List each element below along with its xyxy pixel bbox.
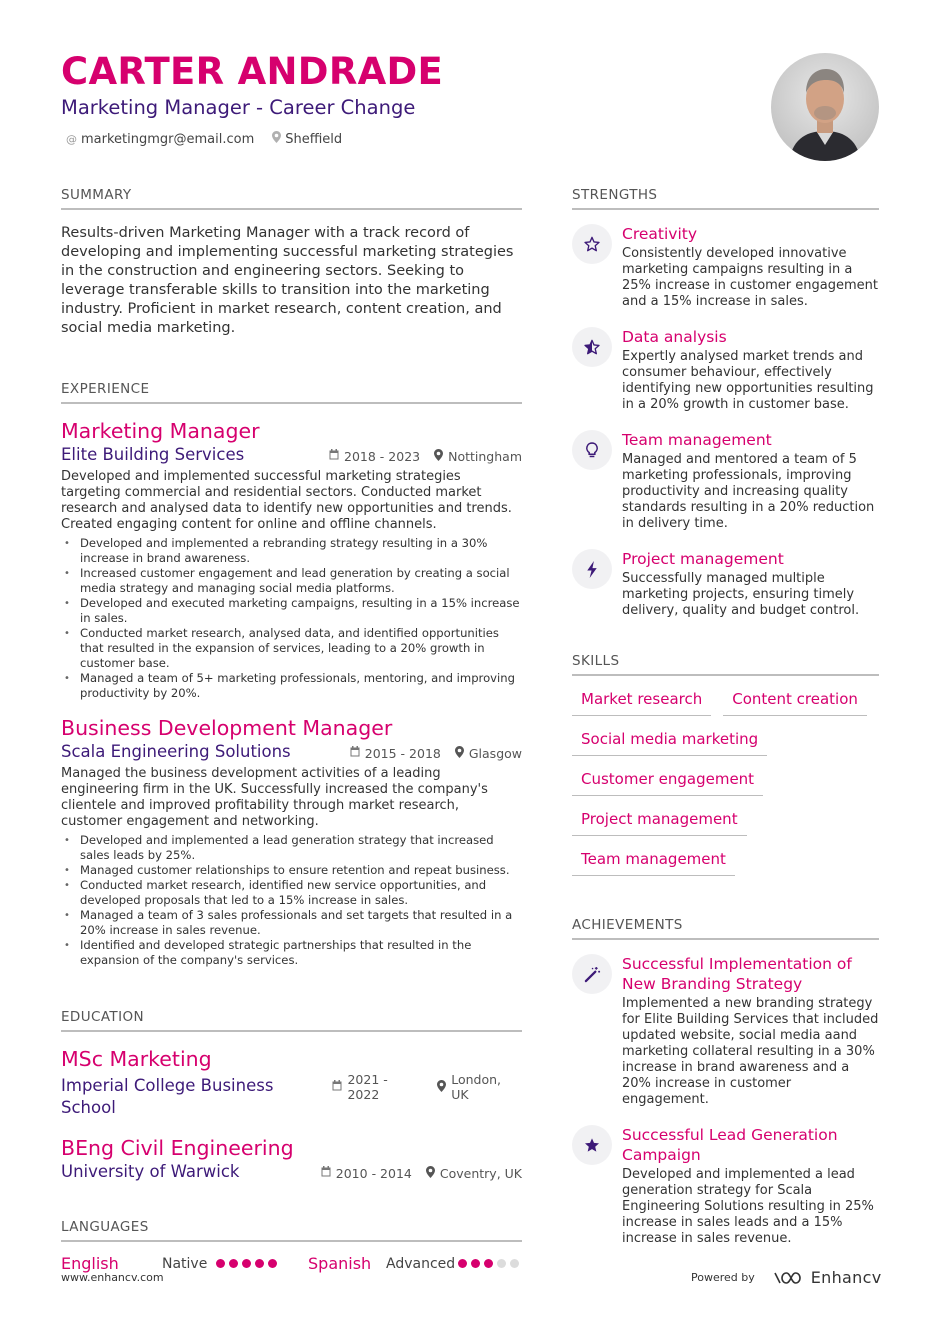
calendar-icon bbox=[350, 746, 360, 760]
strength-item bbox=[572, 327, 879, 413]
achievement-item bbox=[572, 1125, 879, 1247]
calendar-icon bbox=[321, 1166, 331, 1180]
skills-heading: SKILLS bbox=[572, 652, 879, 676]
education-row bbox=[61, 1161, 522, 1183]
skill-tag: Market research bbox=[572, 684, 711, 716]
lightbulb-icon bbox=[572, 430, 612, 470]
job-meta bbox=[350, 746, 522, 761]
company-name: Elite Building Services bbox=[61, 445, 245, 464]
achievement-item bbox=[572, 954, 879, 1108]
skill-tag: Project management bbox=[572, 804, 747, 836]
email-item[interactable] bbox=[66, 131, 254, 149]
job-bullet: • Managed a team of 3 sales professionals and set targets that resulted in a 20% increase in sales revenue. bbox=[61, 908, 522, 938]
strength-title: Team management bbox=[622, 431, 772, 449]
job-bullet: • Managed a team of 5+ marketing professionals, mentoring, and improving productivity by 20%. bbox=[61, 671, 522, 701]
strength-title: Creativity bbox=[622, 225, 698, 243]
at-icon: @ bbox=[66, 133, 77, 146]
rating-dot-filled bbox=[458, 1259, 467, 1268]
job-meta bbox=[329, 449, 522, 464]
achievement-title: Successful Implementation of New Branding Strategy bbox=[622, 955, 852, 993]
experience-item bbox=[61, 715, 522, 968]
language-level: Native bbox=[162, 1255, 208, 1272]
half-star-icon bbox=[572, 327, 612, 367]
rating-dot-filled bbox=[255, 1259, 264, 1268]
contact-info bbox=[66, 131, 342, 149]
job-dates: 2015 - 2018 bbox=[364, 745, 441, 761]
education-item bbox=[61, 1046, 522, 1119]
skill-tag: Customer engagement bbox=[572, 764, 763, 796]
job-title: Business Development Manager bbox=[61, 716, 393, 740]
school-name: Imperial College Business School bbox=[61, 1076, 274, 1117]
language-rating bbox=[458, 1259, 519, 1268]
education-meta bbox=[332, 1072, 522, 1102]
job-bullets bbox=[61, 536, 522, 701]
skill-tag: Content creation bbox=[723, 684, 867, 716]
company-name: Scala Engineering Solutions bbox=[61, 742, 291, 761]
job-bullet: • Increased customer engagement and lead generation by creating a social media strategy and managing social media platforms. bbox=[61, 566, 522, 596]
profile-photo bbox=[771, 53, 879, 161]
strength-item bbox=[572, 549, 879, 619]
strength-item bbox=[572, 224, 879, 310]
education-location: London, UK bbox=[451, 1072, 501, 1102]
left-column bbox=[61, 186, 522, 1273]
location-pin-icon bbox=[437, 1080, 446, 1095]
location-pin-icon bbox=[272, 131, 281, 149]
job-description: Developed and implemented successful marketing strategies targeting commercial and residential sectors. Conducted market research and analysed data to identify new opportunities and trends. Created engaging content for online and offline channels. bbox=[61, 469, 512, 532]
degree-title: MSc Marketing bbox=[61, 1047, 212, 1071]
calendar-icon bbox=[332, 1080, 342, 1094]
powered-by-text: Powered by bbox=[691, 1271, 755, 1284]
job-bullet: • Developed and executed marketing campaigns, resulting in a 15% increase in sales. bbox=[61, 596, 522, 626]
strength-item bbox=[572, 430, 879, 532]
star-filled-icon bbox=[572, 1125, 612, 1165]
rating-dot-filled bbox=[229, 1259, 238, 1268]
strength-desc: Consistently developed innovative marketing campaigns resulting in a 25% increase in customer engagement and a 15% increase in sales. bbox=[622, 246, 878, 309]
location-pin-icon bbox=[434, 449, 443, 464]
achievement-desc: Implemented a new branding strategy for Elite Building Services that included updated website, social media aand marketing collateral resulting in a 30% increase in brand awareness and a 20% increase in customer engagement. bbox=[622, 996, 879, 1107]
degree-title: BEng Civil Engineering bbox=[61, 1136, 294, 1160]
job-title: Marketing Manager bbox=[61, 419, 260, 443]
achievement-desc: Developed and implemented a lead generation strategy for Scala Engineering Solutions resulting in 25% increase in sales leads and a 15% increase in sales revenue. bbox=[622, 1167, 874, 1246]
education-location: Coventry, UK bbox=[439, 1165, 522, 1181]
job-bullet: • Conducted market research, analysed data, and identified opportunities that resulted in the expansion of services, leading to a 20% growth in customer base. bbox=[61, 626, 522, 671]
rating-dot-empty bbox=[497, 1259, 506, 1268]
strength-desc: Managed and mentored a team of 5 marketing professionals, improving productivity and increasing quality standards resulting in a 20% reduction in delivery time. bbox=[622, 452, 875, 531]
experience-item bbox=[61, 418, 522, 701]
language-rating bbox=[216, 1259, 308, 1268]
education-heading: EDUCATION bbox=[61, 1008, 522, 1032]
calendar-icon bbox=[329, 449, 339, 463]
job-bullet: • Managed customer relationships to ensure retention and repeat business. bbox=[61, 863, 522, 878]
education-row bbox=[61, 1072, 522, 1119]
rating-dot-filled bbox=[268, 1259, 277, 1268]
strength-desc: Expertly analysed market trends and consumer behaviour, effectively identifying new opportunities resulting in a 20% growth in customer base. bbox=[622, 349, 874, 412]
job-dates: 2018 - 2023 bbox=[344, 448, 421, 464]
education-meta bbox=[321, 1166, 522, 1181]
rating-dot-filled bbox=[216, 1259, 225, 1268]
email-text: marketingmgr@email.com bbox=[81, 132, 255, 147]
candidate-name: CARTER ANDRADE bbox=[61, 50, 444, 93]
education-dates: 2010 - 2014 bbox=[335, 1165, 412, 1181]
lightning-icon bbox=[572, 549, 612, 589]
job-bullet: • Developed and implemented a lead generation strategy that increased sales leads by 25%. bbox=[61, 833, 522, 863]
rating-dot-empty bbox=[510, 1259, 519, 1268]
star-outline-icon bbox=[572, 224, 612, 264]
strengths-heading: STRENGTHS bbox=[572, 186, 879, 210]
job-row bbox=[61, 444, 522, 466]
location-item bbox=[272, 131, 342, 149]
language-name: Spanish bbox=[308, 1254, 372, 1273]
job-location: Nottingham bbox=[448, 448, 522, 464]
enhancv-logo[interactable] bbox=[773, 1268, 882, 1287]
rating-dot-filled bbox=[484, 1259, 493, 1268]
brand-name: Enhancv bbox=[810, 1268, 882, 1287]
achievement-title: Successful Lead Generation Campaign bbox=[622, 1126, 838, 1164]
location-pin-icon bbox=[426, 1166, 435, 1181]
footer-branding bbox=[691, 1268, 881, 1287]
achievements-heading: ACHIEVEMENTS bbox=[572, 916, 879, 940]
summary-heading: SUMMARY bbox=[61, 186, 522, 210]
language-name: English bbox=[61, 1254, 119, 1273]
candidate-title: Marketing Manager - Career Change bbox=[61, 96, 416, 119]
strength-title: Data analysis bbox=[622, 328, 727, 346]
magic-wand-icon bbox=[572, 954, 612, 994]
strength-desc: Successfully managed multiple marketing projects, ensuring timely delivery, quality and budget control. bbox=[622, 571, 860, 618]
language-level: Advanced bbox=[386, 1255, 456, 1272]
skill-tag: Social media marketing bbox=[572, 724, 767, 756]
job-bullet: • Identified and developed strategic partnerships that resulted in the expansion of the company's services. bbox=[61, 938, 522, 968]
skill-tag: Team management bbox=[572, 844, 735, 876]
job-bullet: • Conducted market research, identified new service opportunities, and developed proposals that led to a 15% increase in sales. bbox=[61, 878, 522, 908]
summary-text: Results-driven Marketing Manager with a track record of developing and implementing successful marketing strategies in the construction and engineering sectors. Seeking to leverage transferable skills to transition into the marketing industry. Proficient in market research, content creation, and social media marketing. bbox=[61, 225, 514, 336]
rating-dot-filled bbox=[471, 1259, 480, 1268]
school-name: University of Warwick bbox=[61, 1162, 240, 1181]
footer-website[interactable]: www.enhancv.com bbox=[61, 1271, 164, 1284]
job-location: Glasgow bbox=[468, 745, 522, 761]
location-pin-icon bbox=[455, 746, 464, 761]
skills-list bbox=[572, 684, 879, 884]
strength-title: Project management bbox=[622, 550, 784, 568]
job-description: Managed the business development activities of a leading engineering firm in the UK. Successfully increased the company's clientele and improved profitability through market research, customer engagement and networking. bbox=[61, 766, 488, 829]
languages-heading: LANGUAGES bbox=[61, 1218, 522, 1242]
job-bullet: • Developed and implemented a rebranding strategy resulting in a 30% increase in brand awareness. bbox=[61, 536, 522, 566]
job-row bbox=[61, 741, 522, 763]
education-item bbox=[61, 1135, 522, 1183]
experience-heading: EXPERIENCE bbox=[61, 380, 522, 404]
infinity-logo-icon bbox=[773, 1270, 805, 1286]
rating-dot-filled bbox=[242, 1259, 251, 1268]
location-text: Sheffield bbox=[285, 132, 343, 147]
right-column bbox=[572, 186, 879, 1247]
education-dates: 2021 - 2022 bbox=[347, 1072, 388, 1102]
job-bullets bbox=[61, 833, 522, 968]
